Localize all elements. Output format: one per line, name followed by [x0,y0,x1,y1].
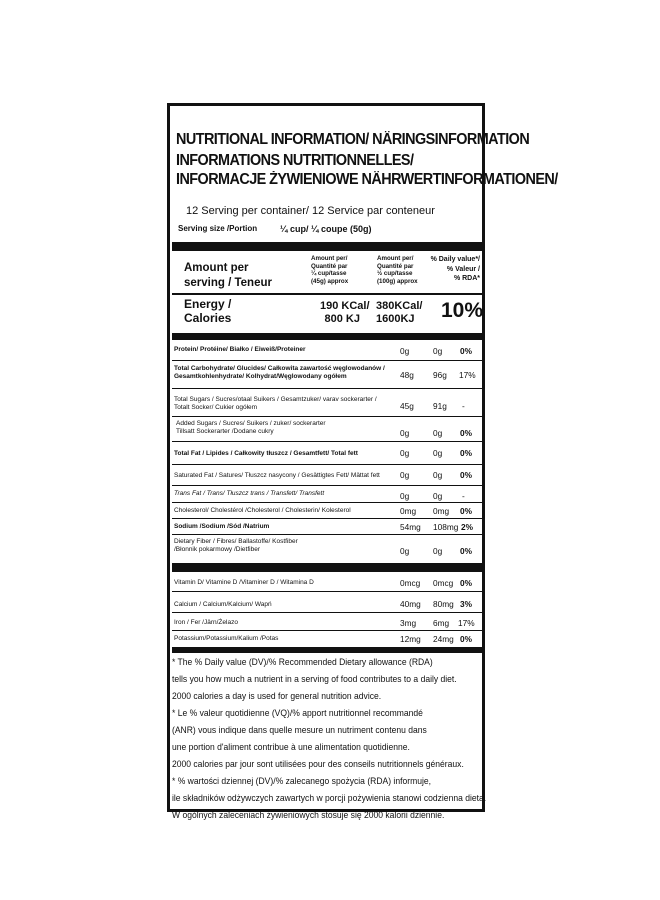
nutrient-dv-protein: 0% [460,346,472,356]
footnote-line: 2000 calories a day is used for general nutrition advice. [172,691,382,702]
nutrient-v1-added-sugars: 0g [400,428,410,438]
nutrient-v1-total-sugars: 45g [400,401,414,411]
header-rule [172,293,482,295]
nutrient-v1-trans-fat: 0g [400,491,410,501]
nutrient-v2-cholesterol: 0mg [433,506,450,516]
footnote-line: W ogólnych zaleceniach żywieniowych stosuje się 2000 kalorii dziennie. [172,810,445,821]
nutrient-label-cholesterol: Cholesterol/ Cholestérol /Cholesterol / Cholesterin/ Kolesterol [174,507,351,514]
nutrient-v2-potassium: 24mg [433,634,454,644]
nutrient-v2-protein: 0g [433,346,443,356]
header-bar [172,242,482,251]
nutrient-label-vitamin-d: Vitamin D/ Vitamine D /Vitaminer D / Witamina D [174,579,314,586]
nutrient-label-potassium: Potassium/Potassium/Kalium /Potas [174,635,279,642]
nutrient-v1-potassium: 12mg [400,634,421,644]
nutrient-v1-dietary-fiber: 0g [400,546,410,556]
nutrient-dv-saturated-fat: 0% [460,470,472,480]
nutrient-v2-iron: 6mg [433,618,450,628]
nutrient-v2-trans-fat: 0g [433,491,443,501]
nutrient-dv-iron: 17% [458,618,475,628]
energy-value-1: 190 KCal/ 800 KJ [320,300,370,325]
energy-label: Energy / Calories [184,297,232,325]
energy-value-2: 380KCal/ 1600KJ [376,300,423,325]
footnote-line: * Le % valeur quotidienne (VQ)/% apport nutritionnel recommandé [172,708,423,719]
nutrient-v2-total-fat: 0g [433,448,443,458]
nutrient-dv-total-sugars: - [462,401,465,411]
nutrient-v2-carbohydrate: 96g [433,370,447,380]
title-line-1: NUTRITIONAL INFORMATION/ NÄRINGSINFORMATION [176,131,530,148]
nutrient-v2-added-sugars: 0g [433,428,443,438]
nutrient-label-total-fat: Total Fat / Lipides / Całkowity tłuszcz / Gesamtfett/ Total fett [174,450,358,457]
nutrient-dv-sodium: 2% [461,522,473,532]
title-line-3: INFORMACJE ŻYWIENIOWE NÄHRWERTINFORMATIONEN/ [176,171,558,188]
footnotes [172,657,521,822]
vitamins-bar [172,563,482,572]
amount-per-serving-label: Amount per serving / Teneur [184,262,272,289]
nutrient-v2-vitamin-d: 0mcg [433,578,454,588]
nutrient-v2-saturated-fat: 0g [433,470,443,480]
nutrient-v2-dietary-fiber: 0g [433,546,443,556]
nutrient-label-sodium: Sodium /Sodium /Sód /Natrium [174,523,270,530]
footnote-line: 2000 calories par jour sont utilisées pour des conseils nutritionnels généraux. [172,759,464,770]
nutrient-label-carbohydrate: Total Carbohydrate/ Glucides/ Całkowita zawartość węglowodanów / Gesamtkohlenhydrate/ Kolhydrat/Węglowodany ogółem [174,365,385,380]
nutrient-label-protein: Protein/ Protéine/ Białko / Eiweiß/Proteiner [174,346,306,353]
serving-size-label: Serving size /Portion [178,224,258,233]
nutrient-dv-trans-fat: - [462,491,465,501]
nutrient-dv-added-sugars: 0% [460,428,472,438]
nutrient-label-trans-fat: Trans Fat / Trans/ Tłuszcz trans / Transfett/ Transfett [174,490,325,497]
footnote-line: tells you how much a nutrient in a serving of food contributes to a daily diet. [172,674,457,685]
footnote-line: * % wartości dziennej (DV)/% zalecanego spożycia (RDA) informuje, [172,776,431,787]
footnote-bar [172,647,482,653]
nutrient-label-total-sugars: Total Sugars / Sucres/otaal Suikers / Gesamtzuker/ varav sockerarter / Totalt Socker/ Cukier ogółem [174,396,377,411]
nutrient-label-iron: Iron / Fer /Järn/Żelazo [174,619,238,626]
nutrient-v1-protein: 0g [400,346,410,356]
servings-per-container: 12 Serving per container/ 12 Service par conteneur [186,205,435,217]
nutrient-label-calcium: Calcium / Calcium/Kalcium/ Wapń [174,601,272,608]
footnote-line: une portion d'aliment contribue à une alimentation quotidienne. [172,742,410,753]
nutrient-dv-potassium: 0% [460,634,472,644]
column-header-dv: % Daily value*/ % Valeur / % RDA* [430,256,480,282]
footnote-line: (ANR) vous indique dans quelle mesure un nutriment contenu dans [172,725,427,736]
nutrient-v1-vitamin-d: 0mcg [400,578,421,588]
footnote-line: * The % Daily value (DV)/% Recommended Dietary allowance (RDA) [172,657,433,668]
nutrient-v1-sodium: 54mg [400,522,421,532]
nutrient-v1-cholesterol: 0mg [400,506,417,516]
nutrient-label-added-sugars: Added Sugars / Sucres/ Suikers / zuker/ sockerarter Tillsatt Sockerarter /Dodane cukry [176,420,326,435]
nutrient-dv-calcium: 3% [460,599,472,609]
column-header-1: Amount per/ Quantité par ¼ cup/tasse (45g) approx [311,255,349,285]
nutrient-dv-cholesterol: 0% [460,506,472,516]
nutrient-dv-total-fat: 0% [460,448,472,458]
nutrient-dv-carbohydrate: 17% [459,370,476,380]
nutrient-v1-total-fat: 0g [400,448,410,458]
nutrient-v2-calcium: 80mg [433,599,454,609]
nutrient-v1-iron: 3mg [400,618,417,628]
nutrient-v1-calcium: 40mg [400,599,421,609]
serving-size-value: ¼ cup/ ¼ coupe (50g) [280,224,372,234]
footnote-line: ile składników odżywczych zawartych w porcji pożywienia stanowi codzienna dieta. [172,793,487,804]
nutrient-label-saturated-fat: Saturated Fat / Satures/ Tłuszcz nasycony / Gesättigtes Fett/ Mättat fett [174,472,380,479]
nutrient-v2-total-sugars: 91g [433,401,447,411]
nutrient-v1-saturated-fat: 0g [400,470,410,480]
nutrient-dv-vitamin-d: 0% [460,578,472,588]
title-line-2: INFORMATIONS NUTRITIONNELLES/ [176,152,414,169]
energy-bar [172,333,482,340]
nutrient-v2-sodium: 108mg [433,522,459,532]
nutrient-v1-carbohydrate: 48g [400,370,414,380]
nutrient-label-dietary-fiber: Dietary Fiber / Fibres/ Ballastoffe/ Kostfiber /Błonnik pokarmowy /Dietfiber [174,538,298,553]
energy-daily-value: 10% [441,299,484,322]
column-header-2: Amount per/ Quantité par ½ cup/tasse (100g) approx [377,255,418,285]
nutrient-dv-dietary-fiber: 0% [460,546,472,556]
